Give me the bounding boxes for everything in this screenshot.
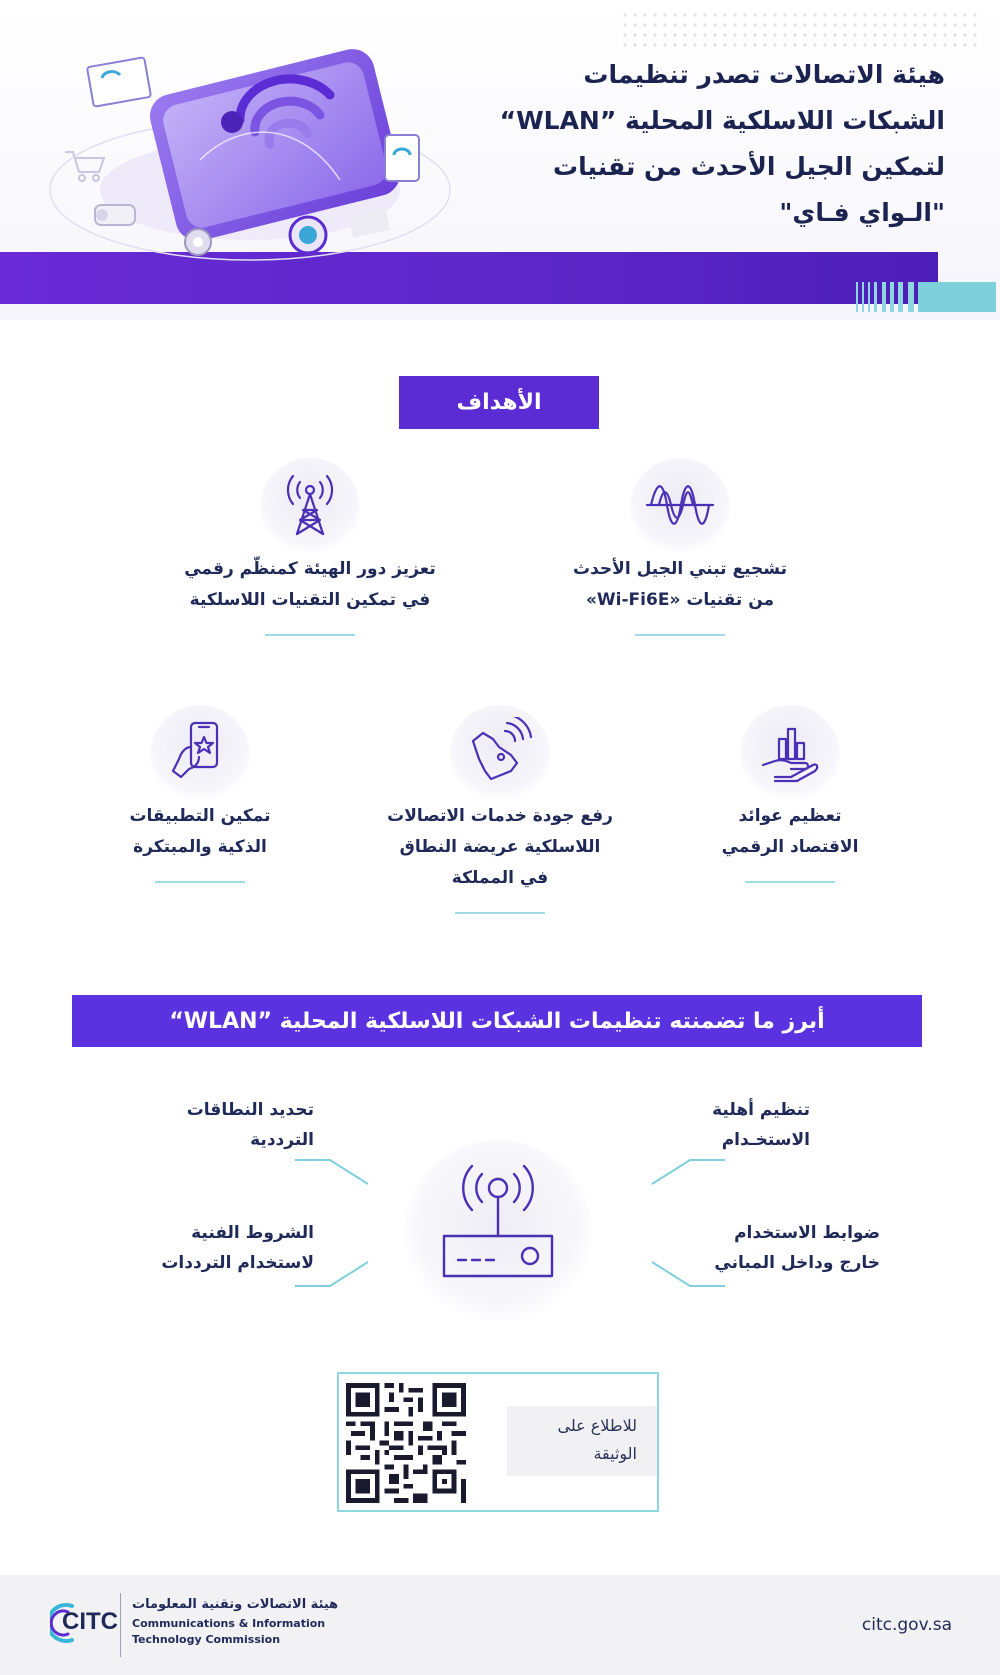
goal-text-line: في تمكين التقنيات اللاسلكية — [189, 590, 431, 610]
footer-org-english-line1: Communications & Information — [132, 1617, 326, 1630]
hand-phone-star-icon — [165, 717, 235, 787]
goal-text-line: تعظيم عوائد — [738, 806, 842, 826]
goal-text-line: اللاسلكية عريضة النطاق — [399, 837, 601, 857]
goal-text-line: تشجيع تبني الجيل الأحدث — [573, 559, 787, 579]
footer-org-english-line2: Technology Commission — [132, 1633, 281, 1646]
goal-underline — [635, 634, 725, 636]
feature-frequency-bands — [100, 1095, 314, 1155]
goal-underline — [745, 881, 835, 883]
feature-text-line: خارج وداخل المباني — [714, 1253, 880, 1273]
goal-text-line: في المملكة — [451, 868, 549, 888]
hand-chart-icon — [755, 717, 825, 787]
goal-item-regulator — [160, 458, 460, 636]
highlights-heading: أبرز ما تضمنته تنظيمات الشبكات اللاسلكية المحلية ”WLAN“ — [72, 995, 922, 1047]
goal-item-digital-economy — [680, 705, 900, 883]
footer-org-arabic: هيئة الاتصالات وتقنية المعلومات — [132, 1597, 339, 1612]
goal-underline — [455, 912, 545, 914]
feature-text-line: لاستخدام الترددات — [161, 1253, 314, 1273]
header-stripes-decoration — [856, 282, 996, 312]
feature-indoor-outdoor-controls — [600, 1218, 880, 1278]
header-title-line-4: "الـواي فـاي" — [779, 198, 945, 227]
goal-item-wifi6e — [540, 458, 820, 636]
goal-item-broadband-quality — [360, 705, 640, 914]
saudi-map-signal-icon — [465, 717, 535, 787]
footer-website-link[interactable]: citc.gov.sa — [861, 1615, 952, 1635]
header-title-line-3: لتمكين الجيل الأحدث من تقنيات — [553, 152, 945, 181]
goal-text-line: من تقنيات «Wi-Fi6E» — [585, 590, 775, 610]
feature-text-line: تنظيم أهلية — [712, 1100, 810, 1120]
qr-label-line: الوثيقة — [593, 1444, 637, 1463]
goal-underline — [265, 634, 355, 636]
header-dots-pattern — [620, 10, 980, 50]
goal-text-line: الاقتصاد الرقمي — [721, 837, 859, 857]
feature-text-line: الشروط الفنية — [191, 1223, 314, 1243]
feature-text-line: الاستخـدام — [721, 1130, 810, 1150]
router-icon — [430, 1160, 566, 1290]
tablet-icon — [385, 135, 419, 181]
goal-item-smart-apps — [90, 705, 310, 883]
antenna-tower-icon — [275, 470, 345, 540]
header-title-line-2: الشبكات اللاسلكية المحلية ”WLAN“ — [499, 106, 945, 135]
citc-logo — [50, 1600, 116, 1648]
goal-text-line: رفع جودة خدمات الاتصالات — [387, 806, 613, 826]
feature-text-line: الترددية — [250, 1130, 314, 1150]
goal-text-line: الذكية والمبتكرة — [133, 837, 267, 857]
goal-text-line: تعزيز دور الهيئة كمنظّم رقمي — [184, 559, 436, 579]
sine-wave-icon — [645, 470, 715, 540]
goal-underline — [155, 881, 245, 883]
citc-logo-text: CITC — [62, 1608, 118, 1635]
hero-illustration — [40, 40, 470, 290]
feature-text-line: تحديد النطاقات — [186, 1100, 314, 1120]
header-title-line-1: هيئة الاتصالات تصدر تنظيمات — [583, 60, 945, 89]
feature-technical-conditions — [80, 1218, 314, 1278]
header-title — [475, 52, 945, 236]
qr-label — [507, 1406, 657, 1476]
cart-icon — [65, 152, 104, 181]
qr-code[interactable] — [346, 1383, 466, 1503]
gear-icon — [185, 229, 211, 255]
feature-usage-eligibility — [560, 1095, 810, 1155]
qr-label-line: للاطلاع على — [557, 1416, 637, 1435]
camera-icon — [95, 205, 135, 225]
laptop-icon — [87, 57, 151, 106]
goals-heading: الأهداف — [399, 376, 599, 429]
watch-icon — [290, 217, 326, 253]
footer-separator — [120, 1593, 121, 1657]
feature-text-line: ضوابط الاستخدام — [734, 1223, 880, 1243]
goal-text-line: تمكين التطبيقات — [129, 806, 271, 826]
